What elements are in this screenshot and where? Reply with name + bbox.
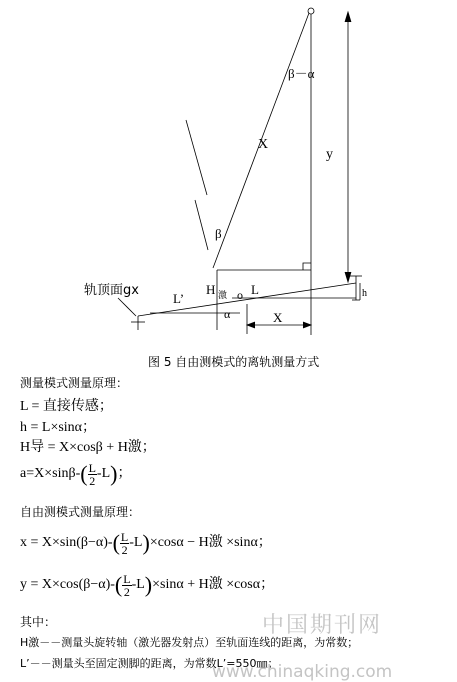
label-x-hyp: X bbox=[258, 137, 269, 152]
x-arrow-right bbox=[303, 322, 311, 328]
label-alpha: α bbox=[224, 307, 231, 321]
eq-a-end: ； bbox=[117, 466, 132, 482]
eq-a: a=X×sinβ-( $\frac{L}{2}$ -L)； bbox=[20, 460, 132, 488]
note-h-laser: H激－－测量头旋转轴（激光器发射点）至轨面连线的距离，为常数； bbox=[20, 636, 359, 649]
label-l-prime: L’ bbox=[173, 291, 185, 306]
eq-x: x = X×sin(β−α)-( $\frac{L}{2}$ -L)×cosα − H激 ×sinα； bbox=[20, 529, 272, 557]
rail-pointer bbox=[118, 298, 136, 316]
label-beta-minus-alpha: β－α bbox=[288, 66, 315, 81]
y-arrow-bottom bbox=[345, 272, 351, 282]
label-h: H bbox=[206, 282, 216, 297]
section1-title: 测量模式测量原理： bbox=[20, 376, 129, 390]
eq-l: L = 直接传感； bbox=[20, 399, 113, 414]
watermark-cn: 中国期刊网 bbox=[262, 613, 383, 638]
eq-h: h = L×sinα； bbox=[20, 420, 97, 435]
beta-ray-line bbox=[186, 120, 207, 195]
x-arrow-left bbox=[247, 322, 255, 328]
label-x-base: X bbox=[273, 310, 283, 325]
eq-y: y = X×cos(β−α)-( $\frac{L}{2}$ -L)×sinα + H激 ×cosα； bbox=[20, 571, 275, 599]
label-y: y bbox=[326, 147, 333, 162]
right-angle-mark bbox=[303, 263, 311, 270]
eq-a-frac: $\frac{L}{2}$ bbox=[88, 460, 96, 488]
watermark-url: www.chinaqking.com bbox=[212, 662, 393, 682]
y-arrow-top bbox=[345, 12, 351, 22]
label-h-small: h bbox=[362, 288, 367, 299]
label-rail-surface: 轨顶面gx bbox=[84, 283, 139, 298]
label-o: o bbox=[237, 288, 243, 302]
section2-title: 自由测模式测量原理： bbox=[20, 505, 141, 519]
label-l: L bbox=[251, 282, 259, 297]
label-beta: β bbox=[215, 226, 222, 241]
eq-h-guide: H导 = X×cosβ + H激； bbox=[20, 440, 156, 455]
beta-ray-line-lower bbox=[195, 200, 208, 250]
label-h-sub: 激 bbox=[218, 291, 228, 301]
notes-title: 其中： bbox=[20, 615, 57, 629]
note-l-prime: L’－－测量头至固定测脚的距离，为常数L’=550㎜； bbox=[20, 657, 279, 670]
eq-a-tail: -L bbox=[96, 466, 111, 482]
eq-a-lead: a=X×sinβ- bbox=[20, 466, 81, 482]
figure-caption: 图 5 自由测模式的离轨测量方式 bbox=[148, 355, 320, 369]
